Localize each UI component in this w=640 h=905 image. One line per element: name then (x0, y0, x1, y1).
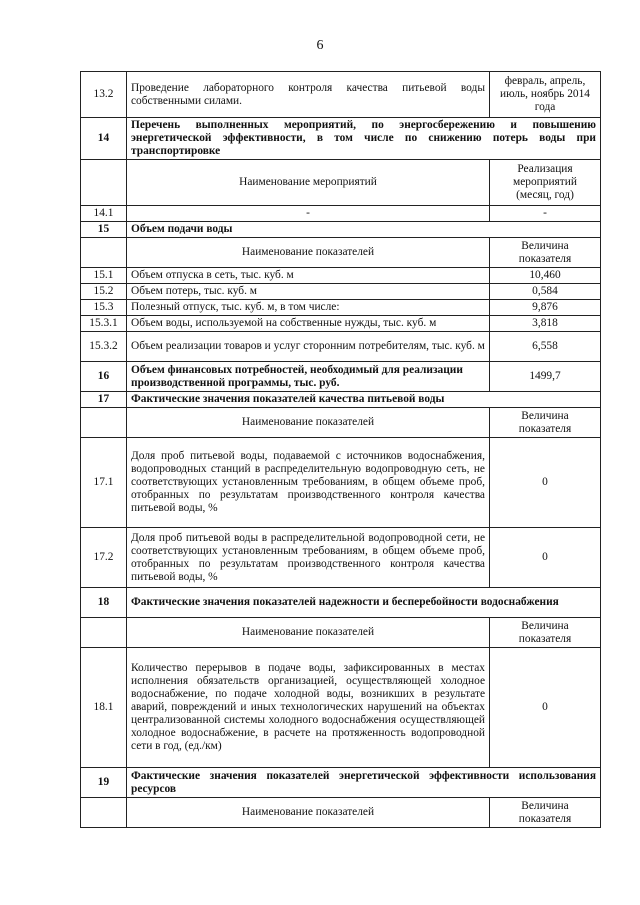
row-number: 15.2 (81, 284, 127, 300)
section-title: Перечень выполненных мероприятий, по энергосбережению и повышению энергетической эффективности, в том числе по снижению потерь воды при транспортировке (127, 118, 601, 160)
row-value: 6,558 (490, 332, 601, 362)
row-number: 15.1 (81, 268, 127, 284)
empty-cell (81, 798, 127, 828)
section-number: 14 (81, 118, 127, 160)
table-row (81, 316, 601, 332)
page-number: 6 (316, 38, 324, 53)
row-value: 1499,7 (490, 362, 601, 392)
row-text: Объем реализации товаров и услуг сторонним потребителям, тыс. куб. м (127, 332, 490, 362)
section-header-row (81, 768, 601, 798)
empty-cell (81, 238, 127, 268)
table-row (81, 528, 601, 588)
row-text: Объем отпуска в сеть, тыс. куб. м (127, 268, 490, 284)
row-text: Объем финансовых потребностей, необходимый для реализации производственной программы, тыс. руб. (127, 362, 490, 392)
indicators-table (80, 71, 601, 828)
section-header-row (81, 118, 601, 160)
column-header-value: Величина показателя (490, 798, 601, 828)
column-header-name: Наименование мероприятий (127, 160, 490, 206)
row-text: Объем потерь, тыс. куб. м (127, 284, 490, 300)
table-row (81, 438, 601, 528)
row-number: 15.3 (81, 300, 127, 316)
row-value: февраль, апрель, июль, ноябрь 2014 года (490, 72, 601, 118)
table-row (81, 72, 601, 118)
table-row (81, 300, 601, 316)
empty-cell (81, 618, 127, 648)
row-number: 17.2 (81, 528, 127, 588)
table-row (81, 268, 601, 284)
column-header-name: Наименование показателей (127, 238, 490, 268)
row-value: 0 (490, 648, 601, 768)
table-row (81, 648, 601, 768)
section-title: Объем подачи воды (127, 222, 601, 238)
empty-cell (81, 160, 127, 206)
row-value: 10,460 (490, 268, 601, 284)
column-header-value: Величина показателя (490, 408, 601, 438)
column-header-row (81, 238, 601, 268)
row-number: 15.3.2 (81, 332, 127, 362)
section-title: Фактические значения показателей энергетической эффективности использования ресурсов (127, 768, 601, 798)
empty-cell (81, 408, 127, 438)
row-text: Доля проб питьевой воды, подаваемой с источников водоснабжения, водопроводных станций в распределительную водопроводную сеть, не соответствующих установленным требованиям, в общем объеме проб, отобранных по результатам производственного контроля качества питьевой воды, % (127, 438, 490, 528)
column-header-value: Реализация мероприятий (месяц, год) (490, 160, 601, 206)
column-header-name: Наименование показателей (127, 618, 490, 648)
section-header-row (81, 222, 601, 238)
section-number: 18 (81, 588, 127, 618)
section-number: 19 (81, 768, 127, 798)
column-header-row (81, 798, 601, 828)
section-number: 15 (81, 222, 127, 238)
row-text: Доля проб питьевой воды в распределительной водопроводной сети, не соответствующих установленным требованиям, в общем объеме проб, отобранных по результатам производственного контроля качества питьевой воды, % (127, 528, 490, 588)
row-number: 13.2 (81, 72, 127, 118)
row-number: 15.3.1 (81, 316, 127, 332)
table-row (81, 332, 601, 362)
row-text: Объем воды, используемой на собственные нужды, тыс. куб. м (127, 316, 490, 332)
column-header-name: Наименование показателей (127, 798, 490, 828)
row-text: - (127, 206, 490, 222)
section-number: 17 (81, 392, 127, 408)
section-title: Фактические значения показателей качества питьевой воды (127, 392, 601, 408)
row-value: 0 (490, 438, 601, 528)
row-number: 14.1 (81, 206, 127, 222)
row-value: 0 (490, 528, 601, 588)
column-header-row (81, 618, 601, 648)
row-text: Количество перерывов в подаче воды, зафиксированных в местах исполнения обязательств организацией, осуществляющей холодное водоснабжение, по подаче холодной воды, возникших в результате аварий, повреждений и иных технологических нарушений на объектах централизованной системы холодного водоснабжения осуществляющей холодное водоснабжение, в расчете на протяженность водопроводной сети в год, (ед./км) (127, 648, 490, 768)
row-value: - (490, 206, 601, 222)
column-header-row (81, 160, 601, 206)
section-title: Фактические значения показателей надежности и бесперебойности водоснабжения (127, 588, 601, 618)
table-row (81, 284, 601, 300)
row-text: Проведение лабораторного контроля качества питьевой воды собственными силами. (127, 72, 490, 118)
row-number: 17.1 (81, 438, 127, 528)
column-header-value: Величина показателя (490, 238, 601, 268)
row-value: 3,818 (490, 316, 601, 332)
row-number: 16 (81, 362, 127, 392)
table-row (81, 362, 601, 392)
section-header-row (81, 392, 601, 408)
row-value: 9,876 (490, 300, 601, 316)
column-header-name: Наименование показателей (127, 408, 490, 438)
row-value: 0,584 (490, 284, 601, 300)
column-header-value: Величина показателя (490, 618, 601, 648)
row-text: Полезный отпуск, тыс. куб. м, в том числе: (127, 300, 490, 316)
column-header-row (81, 408, 601, 438)
row-number: 18.1 (81, 648, 127, 768)
table-row (81, 206, 601, 222)
section-header-row (81, 588, 601, 618)
